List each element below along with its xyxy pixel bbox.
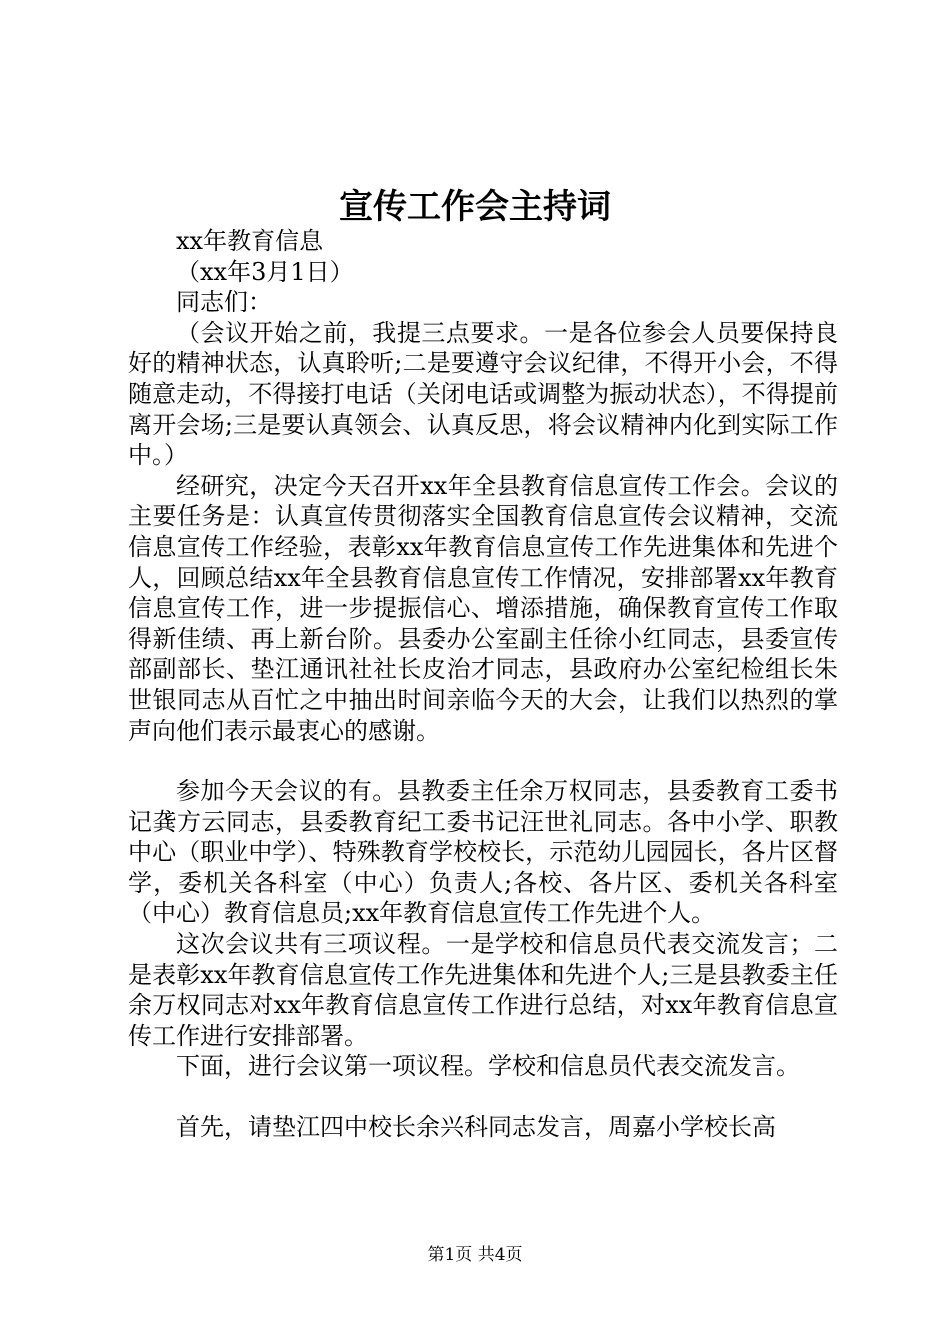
paragraph-meeting-purpose: 经研究，决定今天召开xx年全县教育信息宣传工作会。会议的主要任务是：认真宣传贯彻落实全国教育信息宣传会议精神，交流信息宣传工作经验，表彰xx年教育信息宣传工作先进集体和先进个人，回顾总结xx年全县教育信息宣传工作情况，安排部署xx年教育信息宣传工作，进一步提振信心、增添措施，确保教育宣传工作取得新佳绩、再上新台阶。县委办公室副主任徐小红同志，县委宣传部副部长、垫江通讯社社长皮治才同志，县政府办公室纪检组长朱世银同志从百忙之中抽出时间亲临今天的大会，让我们以热烈的掌声向他们表示最衷心的感谢。 — [128, 471, 838, 745]
paragraph-date: （xx年3月1日） — [176, 257, 354, 286]
paragraph-requirements: （会议开始之前，我提三点要求。一是各位参会人员要保持良好的精神状态，认真聆听;二是要遵守会议纪律，不得开小会，不得随意走动，不得接打电话（关闭电话或调整为振动状态），不得提前离开会场;三是要认真领会、认真反思，将会议精神内化到实际工作中。） — [128, 318, 838, 470]
paragraph-salutation: 同志们： — [176, 288, 272, 317]
paragraph-attendees: 参加今天会议的有。县教委主任余万权同志，县委教育工委书记龚方云同志，县委教育纪工委书记汪世礼同志。各中小学、职教中心（职业中学）、特殊教育学校校长，示范幼儿园园长，各片区督学，委机关各科室（中心）负责人;各校、各片区、委机关各科室（中心）教育信息员;xx年教育信息宣传工作先进个人。 — [128, 777, 838, 928]
page-number-footer: 第1页 共4页 — [427, 1245, 523, 1265]
paragraph-agenda: 这次会议共有三项议程。一是学校和信息员代表交流发言；二是表彰xx年教育信息宣传工作先进集体和先进个人;三是县教委主任余万权同志对xx年教育信息宣传工作进行总结，对xx年教育信息宣传工作进行安排部署。 — [128, 930, 838, 1050]
document-body — [128, 226, 838, 1143]
document-title: 宣传工作会主持词 — [339, 187, 611, 227]
paragraph-first-speaker: 首先，请垫江四中校长余兴科同志发言，周嘉小学校长高 — [176, 1113, 776, 1142]
paragraph-subtitle: xx年教育信息 — [176, 227, 324, 255]
paragraph-first-item: 下面，进行会议第一项议程。学校和信息员代表交流发言。 — [176, 1052, 800, 1081]
